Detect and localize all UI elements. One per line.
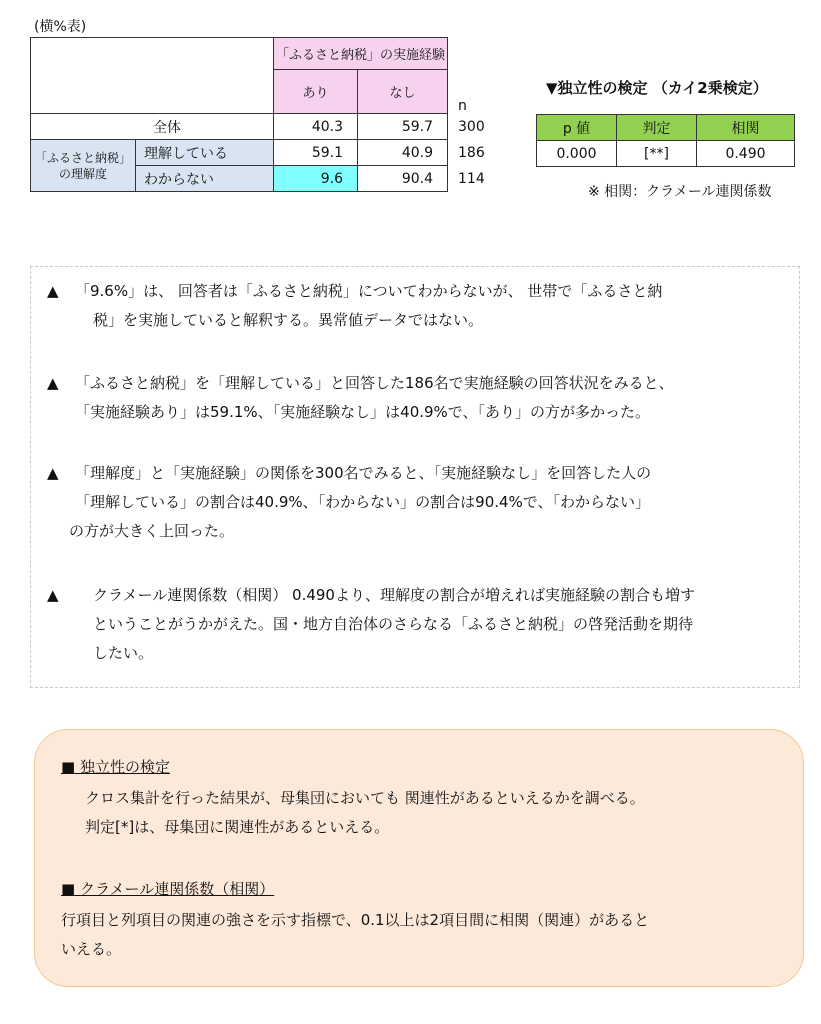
cell-total-ari: 40.3	[274, 114, 358, 140]
explain-heading-independence: ■ 独立性の検定	[61, 758, 170, 776]
cell-understand-nashi: 40.9	[358, 140, 448, 166]
explain-text-independence-line-2: 判定[*]は、母集団に関連性があるといえる。	[85, 818, 390, 836]
comment-2	[47, 369, 674, 427]
explain-text-cramer-line-1: 行項目と列項目の関連の強さを示す指標で、0.1以上は2項目間に相関（関連）があると	[61, 911, 650, 929]
test-header-judge: 判定	[617, 115, 697, 141]
explain-heading-cramer: ■ クラメール連関係数（相関）	[61, 880, 275, 898]
triangle-icon: ▲	[47, 282, 59, 300]
comment-1	[47, 277, 662, 335]
explain-text-cramer	[61, 906, 649, 964]
row-group-line-1: 「ふるさと納税」	[34, 150, 131, 165]
comment-3-line-1: 「理解度」と「実施経験」の関係を300名でみると、「実施経験なし」を回答した人の	[75, 464, 652, 482]
explain-text-cramer-line-2: いえる。	[61, 940, 122, 958]
test-value-p: 0.000	[537, 141, 617, 167]
n-header: n	[458, 97, 467, 114]
test-header-p: p 値	[537, 115, 617, 141]
row-group-header	[31, 140, 136, 192]
table-corner-2	[136, 38, 274, 114]
crosstab-table	[30, 37, 488, 192]
comment-3-line-3: の方が大きく上回った。	[69, 522, 235, 540]
col-header-ari: あり	[274, 70, 358, 114]
triangle-icon: ▲	[47, 464, 59, 482]
comment-2-line-2: 「実施経験あり」は59.1%、「実施経験なし」は40.9%で、「あり」の方が多かった。	[75, 403, 651, 421]
comment-2-line-1: 「ふるさと納税」を「理解している」と回答した186名で実施経験の回答状況をみると、	[75, 374, 674, 392]
explain-text-independence	[85, 784, 645, 842]
table-caption: (横%表)	[34, 19, 87, 35]
test-value-corr: 0.490	[697, 141, 795, 167]
cell-total-nashi: 59.7	[358, 114, 448, 140]
comment-1-line-2: 税」を実施していると解釈する。異常値データではない。	[93, 311, 484, 329]
test-note: ※ 相関：クラメール連関係数	[588, 184, 772, 200]
test-header-corr: 相関	[697, 115, 795, 141]
row-group-line-2: の理解度	[58, 166, 107, 181]
col-group-header: 「ふるさと納税」の実施経験	[274, 38, 448, 70]
test-table	[536, 114, 795, 167]
col-header-nashi: なし	[358, 70, 448, 114]
comment-1-line-1: 「9.6%」は、 回答者は「ふるさと納税」についてわからないが、 世帯で「ふるさと納	[75, 282, 663, 300]
explain-text-independence-line-1: クロス集計を行った結果が、母集団においても 関連性があるといえるかを調べる。	[85, 789, 645, 807]
explanation-box	[34, 729, 804, 987]
test-title: ▼独立性の検定 （カイ2乗検定）	[546, 79, 768, 97]
spacer	[448, 38, 488, 70]
cell-unknown-nashi: 90.4	[358, 166, 448, 192]
cell-total-n: 300	[458, 118, 485, 135]
test-value-judge: [**]	[617, 141, 697, 167]
cell-unknown-n: 114	[458, 170, 485, 187]
row-label-understand: 理解している	[136, 140, 274, 166]
cell-understand-ari: 59.1	[274, 140, 358, 166]
comment-4-line-2: ということがうかがえた。国・地方自治体のさらなる「ふるさと納税」の啓発活動を期待	[93, 615, 694, 633]
comment-4-line-1: クラメール連関係数（相関） 0.490より、理解度の割合が増えれば実施経験の割合も増す	[93, 586, 695, 604]
comment-4-line-3: したい。	[93, 644, 154, 662]
cell-unknown-ari: 9.6	[274, 166, 358, 192]
row-label-unknown: わからない	[136, 166, 274, 192]
row-label-total: 全体	[31, 114, 274, 140]
comment-3	[47, 459, 651, 546]
triangle-icon: ▲	[47, 374, 59, 392]
table-corner	[31, 38, 136, 114]
triangle-icon: ▲	[47, 586, 59, 604]
cell-understand-n: 186	[458, 144, 485, 161]
comment-4	[47, 581, 695, 668]
comment-3-line-2: 「理解している」の割合は40.9%、「わからない」の割合は90.4%で、「わからない」	[75, 493, 651, 511]
comment-box	[30, 266, 800, 688]
